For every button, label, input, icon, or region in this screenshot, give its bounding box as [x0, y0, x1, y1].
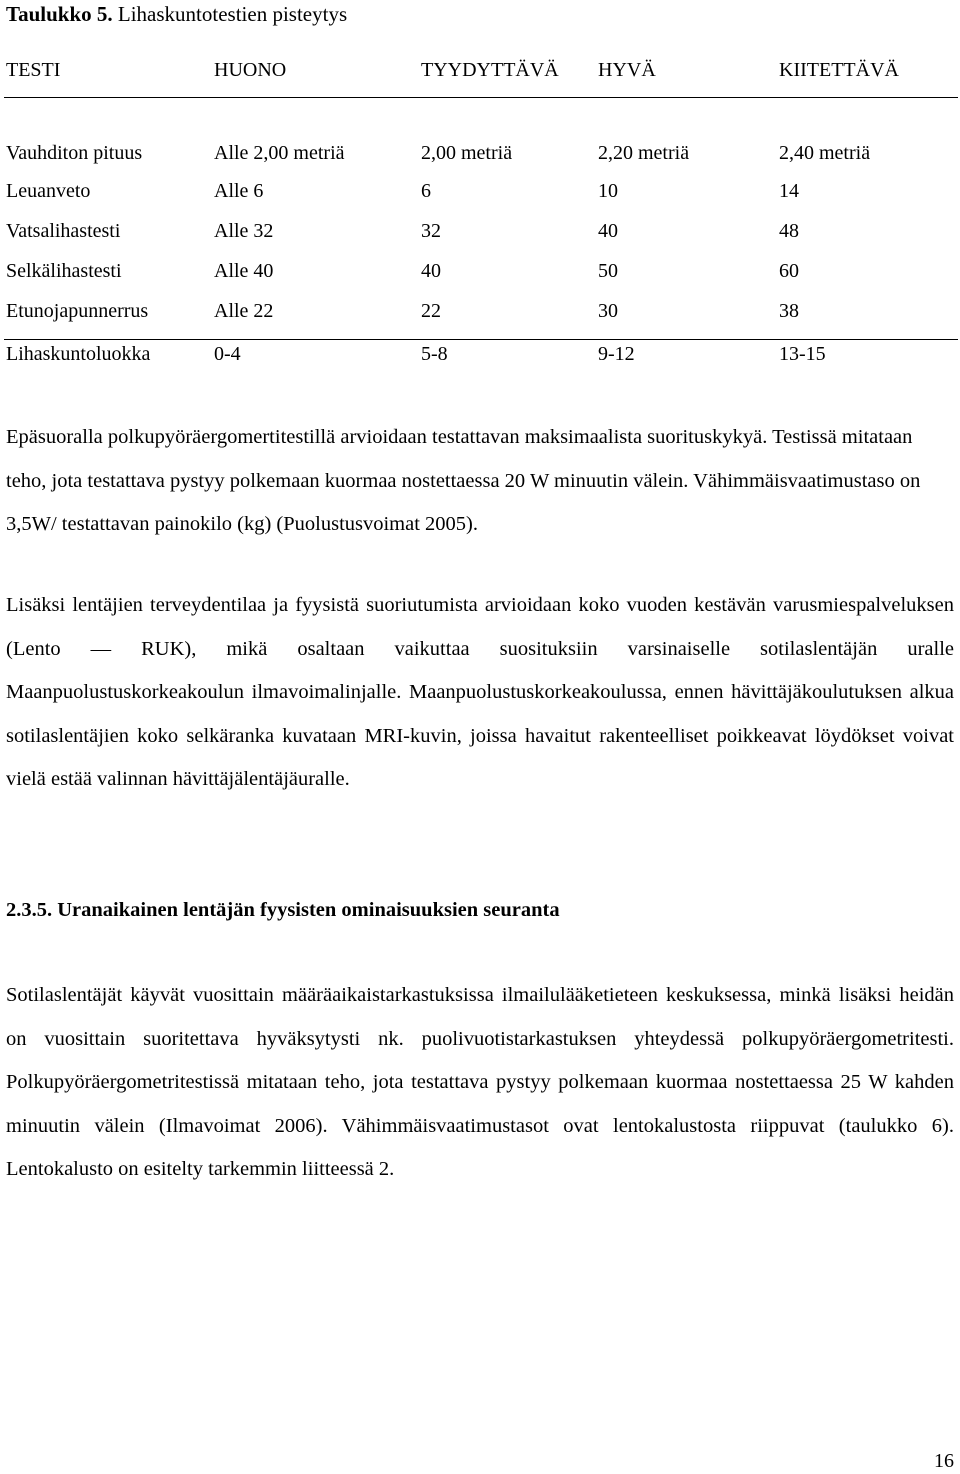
table-header-kiitettava: KIITETTÄVÄ	[779, 59, 899, 81]
table-cell: Alle 2,00 metriä	[214, 142, 345, 164]
table-cell: 5-8	[421, 343, 448, 365]
table-cell: Etunojapunnerrus	[6, 300, 149, 322]
table-cell: 50	[598, 260, 618, 282]
page-number: 16	[934, 1450, 954, 1472]
table-cell: 40	[421, 260, 441, 282]
table-cell: Vauhditon pituus	[6, 142, 143, 164]
table-cell: 2,00 metriä	[421, 142, 513, 164]
table-cell: Alle 32	[214, 220, 274, 242]
table-rule-total	[4, 339, 958, 340]
table-header-huono: HUONO	[214, 59, 287, 81]
table-cell: 32	[421, 220, 441, 242]
table-caption-text: Lihaskuntotestien pisteytys	[117, 2, 348, 26]
table-cell: Alle 6	[214, 180, 264, 202]
table-cell: 38	[779, 300, 799, 322]
section-heading: 2.3.5. Uranaikainen lentäjän fyysisten ominaisuuksien seuranta	[6, 899, 560, 921]
table-rule-header	[4, 97, 958, 98]
table-cell: Lihaskuntoluokka	[6, 343, 151, 365]
table-header-tyydyttava: TYYDYTTÄVÄ	[421, 59, 559, 81]
table-cell: 0-4	[214, 343, 241, 365]
table-header-hyva: HYVÄ	[598, 59, 656, 81]
table-cell: 13-15	[779, 343, 826, 365]
table-cell: 2,40 metriä	[779, 142, 871, 164]
table-cell: Leuanveto	[6, 180, 91, 202]
table-cell: 48	[779, 220, 799, 242]
table-header-testi: TESTI	[6, 59, 61, 81]
table-cell: 10	[598, 180, 618, 202]
table-cell: 2,20 metriä	[598, 142, 690, 164]
paragraph-lisaksi: Lisäksi lentäjien terveydentilaa ja fyysistä suoriutumista arvioidaan koko vuoden kestävän varusmiespalveluksen (Lento — RUK), mikä osaltaan vaikuttaa suosituksiin varsinaiselle sotilaslentäjän uralle Maanpuolustuskorkeakoulun ilmavoimalinjalle. Maanpuolustuskorkeakoulussa, ennen hävittäjäkoulutuksen alkua sotilaslentäjien koko selkäranka kuvataan MRI-kuvin, joissa havaitut rakenteelliset poikkeavat löydökset voivat vielä estää valinnan hävittäjälentäjäuralle.	[6, 594, 954, 790]
table-cell: 40	[598, 220, 618, 242]
table-cell: Alle 22	[214, 300, 274, 322]
table-caption-label: Taulukko 5.	[6, 2, 113, 26]
paragraph-table-note: Epäsuoralla polkupyöräergomertitestillä arvioidaan testattavan maksimaalista suorituskykyä. Testissä mitataan teho, jota testattava pystyy polkemaan kuormaa nostettaessa 20 W minuutin välein. Vähimmäisvaatimustaso on 3,5W/ testattavan painokilo (kg) (Puolustusvoimat 2005).	[6, 426, 921, 535]
table-cell: 6	[421, 180, 431, 202]
table-cell: 22	[421, 300, 441, 322]
table-cell: 30	[598, 300, 618, 322]
table-cell: Vatsalihastesti	[6, 220, 121, 242]
table-cell: 14	[779, 180, 799, 202]
table-cell: Selkälihastesti	[6, 260, 122, 282]
table-cell: 9-12	[598, 343, 635, 365]
table-cell: 60	[779, 260, 799, 282]
paragraph-sotilaslentajat: Sotilaslentäjät käyvät vuosittain määräaikaistarkastuksissa ilmailulääketieteen keskuksessa, minkä lisäksi heidän on vuosittain suoritettava hyväksytysti nk. puolivuotistarkastuksen yhteydessä polkupyöräergometritesti. Polkupyöräergometritestissä mitataan teho, jota testattava pystyy polkemaan kuormaa nostettaessa 25 W kahden minuutin välein (Ilmavoimat 2006). Vähimmäisvaatimustasot ovat lentokalustosta riippuvat (taulukko 6). Lentokalusto on esitelty tarkemmin liitteessä 2.	[6, 984, 954, 1180]
table-cell: Alle 40	[214, 260, 274, 282]
table-caption	[6, 0, 347, 28]
